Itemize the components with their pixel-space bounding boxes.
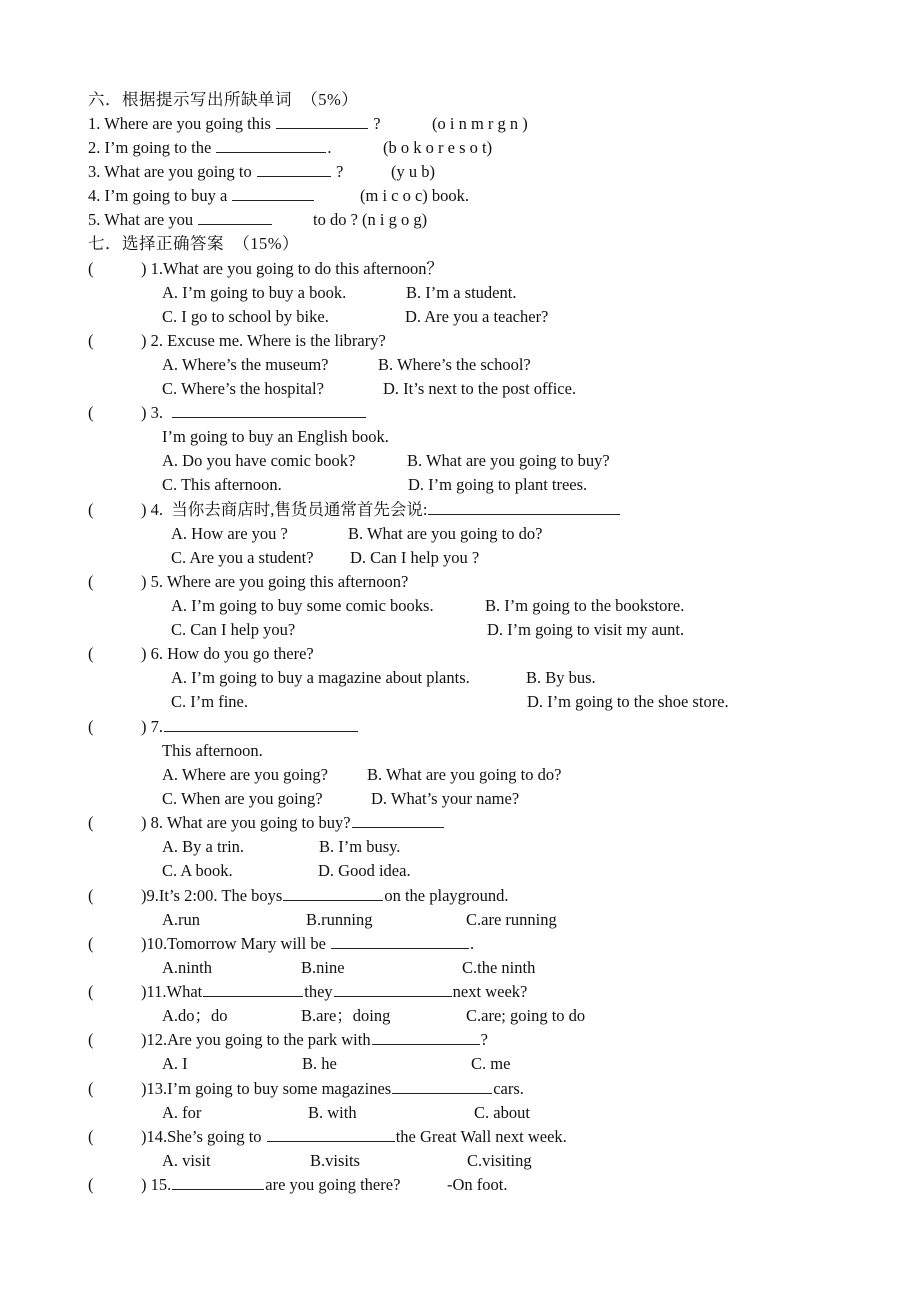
q14-blank[interactable] bbox=[267, 1127, 395, 1142]
section-6-heading: 六．根据提示写出所缺单词 （5%） bbox=[88, 90, 359, 109]
q15-reply: -On foot. bbox=[447, 1175, 508, 1194]
fill-item-2-blank[interactable] bbox=[216, 138, 326, 153]
q8-option-b[interactable]: B. I’m busy. bbox=[319, 837, 401, 856]
q8-option-d[interactable]: D. Good idea. bbox=[318, 861, 411, 880]
q4-blank[interactable] bbox=[428, 500, 620, 515]
q5-option-c[interactable]: C. Can I help you? bbox=[171, 620, 296, 639]
fill-item-4-text: 4. I’m going to buy a bbox=[88, 186, 232, 205]
q6-option-a[interactable]: A. I’m going to buy a magazine about plants. bbox=[171, 668, 470, 687]
q8-answer-paren-open[interactable]: ( bbox=[88, 813, 94, 832]
fill-item-5-text: 5. What are you bbox=[88, 210, 198, 229]
q6-option-b[interactable]: B. By bus. bbox=[526, 668, 596, 687]
q4-option-a[interactable]: A. How are you ? bbox=[171, 524, 288, 543]
q11-option-c[interactable]: C.are; going to do bbox=[466, 1006, 586, 1025]
q13-option-a[interactable]: A. for bbox=[162, 1103, 202, 1122]
q2-option-d[interactable]: D. It’s next to the post office. bbox=[383, 379, 577, 398]
q8-blank[interactable] bbox=[352, 813, 444, 828]
q3-answer-line: I’m going to buy an English book. bbox=[162, 427, 389, 446]
fill-item-3-blank[interactable] bbox=[257, 162, 331, 177]
q4-answer-paren-open[interactable]: ( bbox=[88, 500, 94, 519]
q1-option-b[interactable]: B. I’m a student. bbox=[406, 283, 517, 302]
fill-item-1: 1. Where are you going this ? bbox=[88, 114, 381, 133]
q10-option-c[interactable]: C.the ninth bbox=[462, 958, 536, 977]
q6-answer-paren-open[interactable]: ( bbox=[88, 644, 94, 663]
q3-option-a[interactable]: A. Do you have comic book? bbox=[162, 451, 356, 470]
q2-stem: ) 2. Excuse me. Where is the library? bbox=[141, 331, 386, 350]
fill-item-1-blank[interactable] bbox=[276, 114, 368, 129]
q9-option-c[interactable]: C.are running bbox=[466, 910, 557, 929]
q9-stem: )9.It’s 2:00. The boys on the playground. bbox=[141, 886, 509, 905]
q1-option-c[interactable]: C. I go to school by bike. bbox=[162, 307, 329, 326]
fill-item-1-hint: (o i n m r g n ) bbox=[432, 114, 528, 133]
q1-option-d[interactable]: D. Are you a teacher? bbox=[405, 307, 549, 326]
q5-option-b[interactable]: B. I’m going to the bookstore. bbox=[485, 596, 685, 615]
q14-answer-paren-open[interactable]: ( bbox=[88, 1127, 94, 1146]
q5-option-a[interactable]: A. I’m going to buy some comic books. bbox=[171, 596, 434, 615]
fill-item-4-blank[interactable] bbox=[232, 186, 314, 201]
q13-stem: )13.I’m going to buy some magazines cars. bbox=[141, 1079, 524, 1098]
q3-answer-paren-open[interactable]: ( bbox=[88, 403, 94, 422]
fill-item-5 bbox=[88, 210, 273, 230]
q14-stem: )14.She’s going to the Great Wall next week. bbox=[141, 1127, 567, 1146]
q1-option-a[interactable]: A. I’m going to buy a book. bbox=[162, 283, 347, 302]
q8-option-c[interactable]: C. A book. bbox=[162, 861, 233, 880]
q11-blank-2[interactable] bbox=[334, 982, 452, 997]
q2-answer-paren-open[interactable]: ( bbox=[88, 331, 94, 350]
q4-option-c[interactable]: C. Are you a student? bbox=[171, 548, 314, 567]
fill-item-1-text: 1. Where are you going this bbox=[88, 114, 276, 133]
fill-item-3-hint: (y u b) bbox=[391, 162, 435, 181]
fill-item-5-blank[interactable] bbox=[198, 210, 272, 225]
fill-item-2: 2. I’m going to the . bbox=[88, 138, 332, 157]
q1-answer-paren-open[interactable]: ( bbox=[88, 259, 94, 278]
q3-option-b[interactable]: B. What are you going to buy? bbox=[407, 451, 610, 470]
q8-stem: ) 8. What are you going to buy? bbox=[141, 813, 445, 833]
q3-option-d[interactable]: D. I’m going to plant trees. bbox=[408, 475, 588, 494]
q4-option-b[interactable]: B. What are you going to do? bbox=[348, 524, 543, 543]
q12-option-b[interactable]: B. he bbox=[302, 1054, 337, 1073]
q4-option-d[interactable]: D. Can I help you ? bbox=[350, 548, 480, 567]
q5-answer-paren-open[interactable]: ( bbox=[88, 572, 94, 591]
q7-option-d[interactable]: D. What’s your name? bbox=[371, 789, 520, 808]
q6-stem: ) 6. How do you go there? bbox=[141, 644, 314, 663]
fill-item-2-text: 2. I’m going to the bbox=[88, 138, 216, 157]
q14-option-b[interactable]: B.visits bbox=[310, 1151, 360, 1170]
q7-stem: ) 7. bbox=[141, 717, 359, 737]
section-7-heading: 七．选择正确答案 （15%） bbox=[88, 234, 299, 253]
fill-item-4 bbox=[88, 186, 315, 206]
q3-blank[interactable] bbox=[172, 403, 366, 418]
q9-option-a[interactable]: A.run bbox=[162, 910, 201, 929]
q9-answer-paren-open[interactable]: ( bbox=[88, 886, 94, 905]
q4-stem: ) 4. 当你去商店时,售货员通常首先会说: bbox=[141, 500, 621, 520]
q3-stem: ) 3. bbox=[141, 403, 367, 423]
q11-answer-paren-open[interactable]: ( bbox=[88, 982, 94, 1001]
q5-option-d[interactable]: D. I’m going to visit my aunt. bbox=[487, 620, 685, 639]
q15-stem: ) 15. are you going there? bbox=[141, 1175, 401, 1194]
q2-option-a[interactable]: A. Where’s the museum? bbox=[162, 355, 329, 374]
q1-stem: ) 1.What are you going to do this afternoon？ bbox=[141, 259, 443, 278]
q13-answer-paren-open[interactable]: ( bbox=[88, 1079, 94, 1098]
q12-stem: )12.Are you going to the park with ? bbox=[141, 1030, 488, 1049]
q11-option-a[interactable]: A.do；do bbox=[162, 1006, 228, 1025]
q12-option-a[interactable]: A. I bbox=[162, 1054, 188, 1073]
fill-item-2-hint: (b o k o r e s o t) bbox=[383, 138, 493, 157]
q9-blank[interactable] bbox=[283, 886, 383, 901]
fill-item-5-hint: to do ? (n i g o g) bbox=[313, 210, 428, 229]
q2-option-b[interactable]: B. Where’s the school? bbox=[378, 355, 531, 374]
q8-option-a[interactable]: A. By a trin. bbox=[162, 837, 245, 856]
q10-option-b[interactable]: B.nine bbox=[301, 958, 345, 977]
q7-answer-line: This afternoon. bbox=[162, 741, 263, 760]
q7-option-b[interactable]: B. What are you going to do? bbox=[367, 765, 562, 784]
q15-answer-paren-open[interactable]: ( bbox=[88, 1175, 94, 1194]
q13-blank[interactable] bbox=[392, 1079, 492, 1094]
q12-answer-paren-open[interactable]: ( bbox=[88, 1030, 94, 1049]
q15-blank[interactable] bbox=[172, 1175, 264, 1190]
q11-blank-1[interactable] bbox=[203, 982, 303, 997]
q9-option-b[interactable]: B.running bbox=[306, 910, 373, 929]
q14-option-c[interactable]: C.visiting bbox=[467, 1151, 532, 1170]
fill-item-3: 3. What are you going to ? bbox=[88, 162, 344, 181]
q7-blank[interactable] bbox=[164, 717, 358, 732]
q11-stem: )11.What they next week? bbox=[141, 982, 528, 1001]
q13-option-c[interactable]: C. about bbox=[474, 1103, 530, 1122]
q5-stem: ) 5. Where are you going this afternoon? bbox=[141, 572, 409, 591]
q13-option-b[interactable]: B. with bbox=[308, 1103, 357, 1122]
q7-option-c[interactable]: C. When are you going? bbox=[162, 789, 323, 808]
fill-item-4-hint: (m i c o c) book. bbox=[360, 186, 470, 205]
q10-option-a[interactable]: A.ninth bbox=[162, 958, 212, 977]
q3-option-c[interactable]: C. This afternoon. bbox=[162, 475, 282, 494]
q12-blank[interactable] bbox=[372, 1030, 480, 1045]
q10-stem: )10.Tomorrow Mary will be . bbox=[141, 934, 475, 953]
q10-blank[interactable] bbox=[331, 934, 469, 949]
q11-option-b[interactable]: B.are；doing bbox=[301, 1006, 391, 1025]
q12-option-c[interactable]: C. me bbox=[471, 1054, 511, 1073]
fill-item-3-text: 3. What are you going to bbox=[88, 162, 256, 181]
q6-option-d[interactable]: D. I’m going to the shoe store. bbox=[527, 692, 729, 711]
q2-option-c[interactable]: C. Where’s the hospital? bbox=[162, 379, 324, 398]
q7-answer-paren-open[interactable]: ( bbox=[88, 717, 94, 736]
q14-option-a[interactable]: A. visit bbox=[162, 1151, 211, 1170]
q7-option-a[interactable]: A. Where are you going? bbox=[162, 765, 329, 784]
q10-answer-paren-open[interactable]: ( bbox=[88, 934, 94, 953]
q6-option-c[interactable]: C. I’m fine. bbox=[171, 692, 248, 711]
